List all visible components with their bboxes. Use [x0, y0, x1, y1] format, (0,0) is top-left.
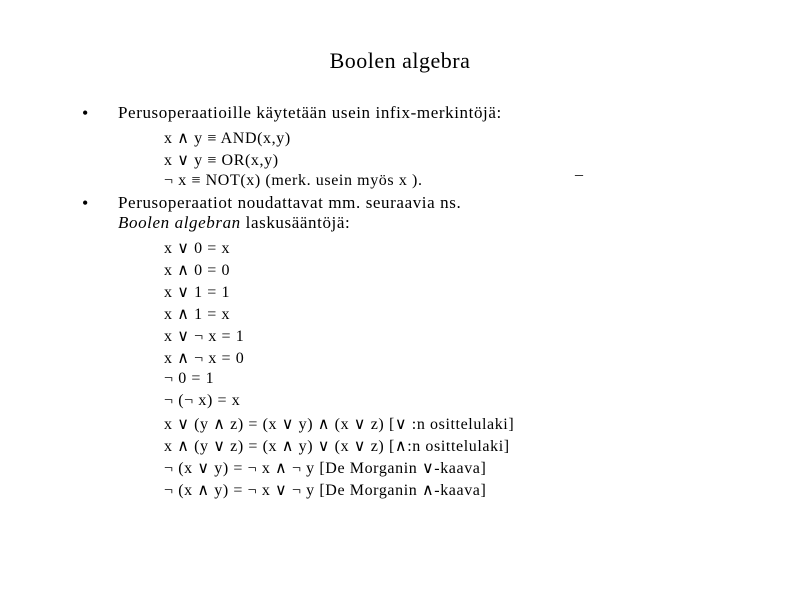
- rule-or-one: x ∨ 1 = 1: [164, 284, 231, 301]
- formula-or: x ∨ y ≡ OR(x,y): [164, 152, 279, 169]
- rule-and-zero: x ∧ 0 = 0: [164, 262, 231, 279]
- rule-or-zero: x ∨ 0 = x: [164, 240, 231, 257]
- bullet-2-rest: laskusääntöjä:: [240, 213, 351, 232]
- rule-distributive-or: x ∨ (y ∧ z) = (x ∨ y) ∧ (x ∨ z) [∨ :n osittelulaki]: [164, 416, 515, 433]
- rule-and-complement: x ∧ ¬ x = 0: [164, 350, 245, 367]
- bullet-2-text: Perusoperaatiot noudattavat mm. seuraavia ns.: [118, 193, 462, 212]
- rule-and-one: x ∧ 1 = x: [164, 306, 231, 323]
- rule-not-zero: ¬ 0 = 1: [164, 370, 215, 387]
- rule-de-morgan-or: ¬ (x ∨ y) = ¬ x ∧ ¬ y [De Morganin ∨-kaava]: [164, 460, 487, 477]
- slide-title: Boolen algebra: [329, 48, 471, 73]
- bullet-marker-1: •: [82, 103, 89, 123]
- formula-and: x ∧ y ≡ AND(x,y): [164, 130, 291, 147]
- rule-distributive-and: x ∧ (y ∨ z) = (x ∧ y) ∨ (x ∨ z) [∧:n osittelulaki]: [164, 438, 510, 455]
- rule-or-complement: x ∨ ¬ x = 1: [164, 328, 245, 345]
- rule-double-negation: ¬ (¬ x) = x: [164, 392, 241, 409]
- overline-mark: _: [575, 161, 583, 178]
- bullet-2-italic: Boolen algebran: [118, 213, 241, 232]
- formula-not: ¬ x ≡ NOT(x) (merk. usein myös x ).: [164, 172, 423, 189]
- bullet-marker-2: •: [82, 193, 89, 213]
- bullet-2-text-line2: [118, 213, 350, 233]
- bullet-1-text: Perusoperaatioille käytetään usein infix-merkintöjä:: [118, 103, 502, 122]
- rule-de-morgan-and: ¬ (x ∧ y) = ¬ x ∨ ¬ y [De Morganin ∧-kaava]: [164, 482, 487, 499]
